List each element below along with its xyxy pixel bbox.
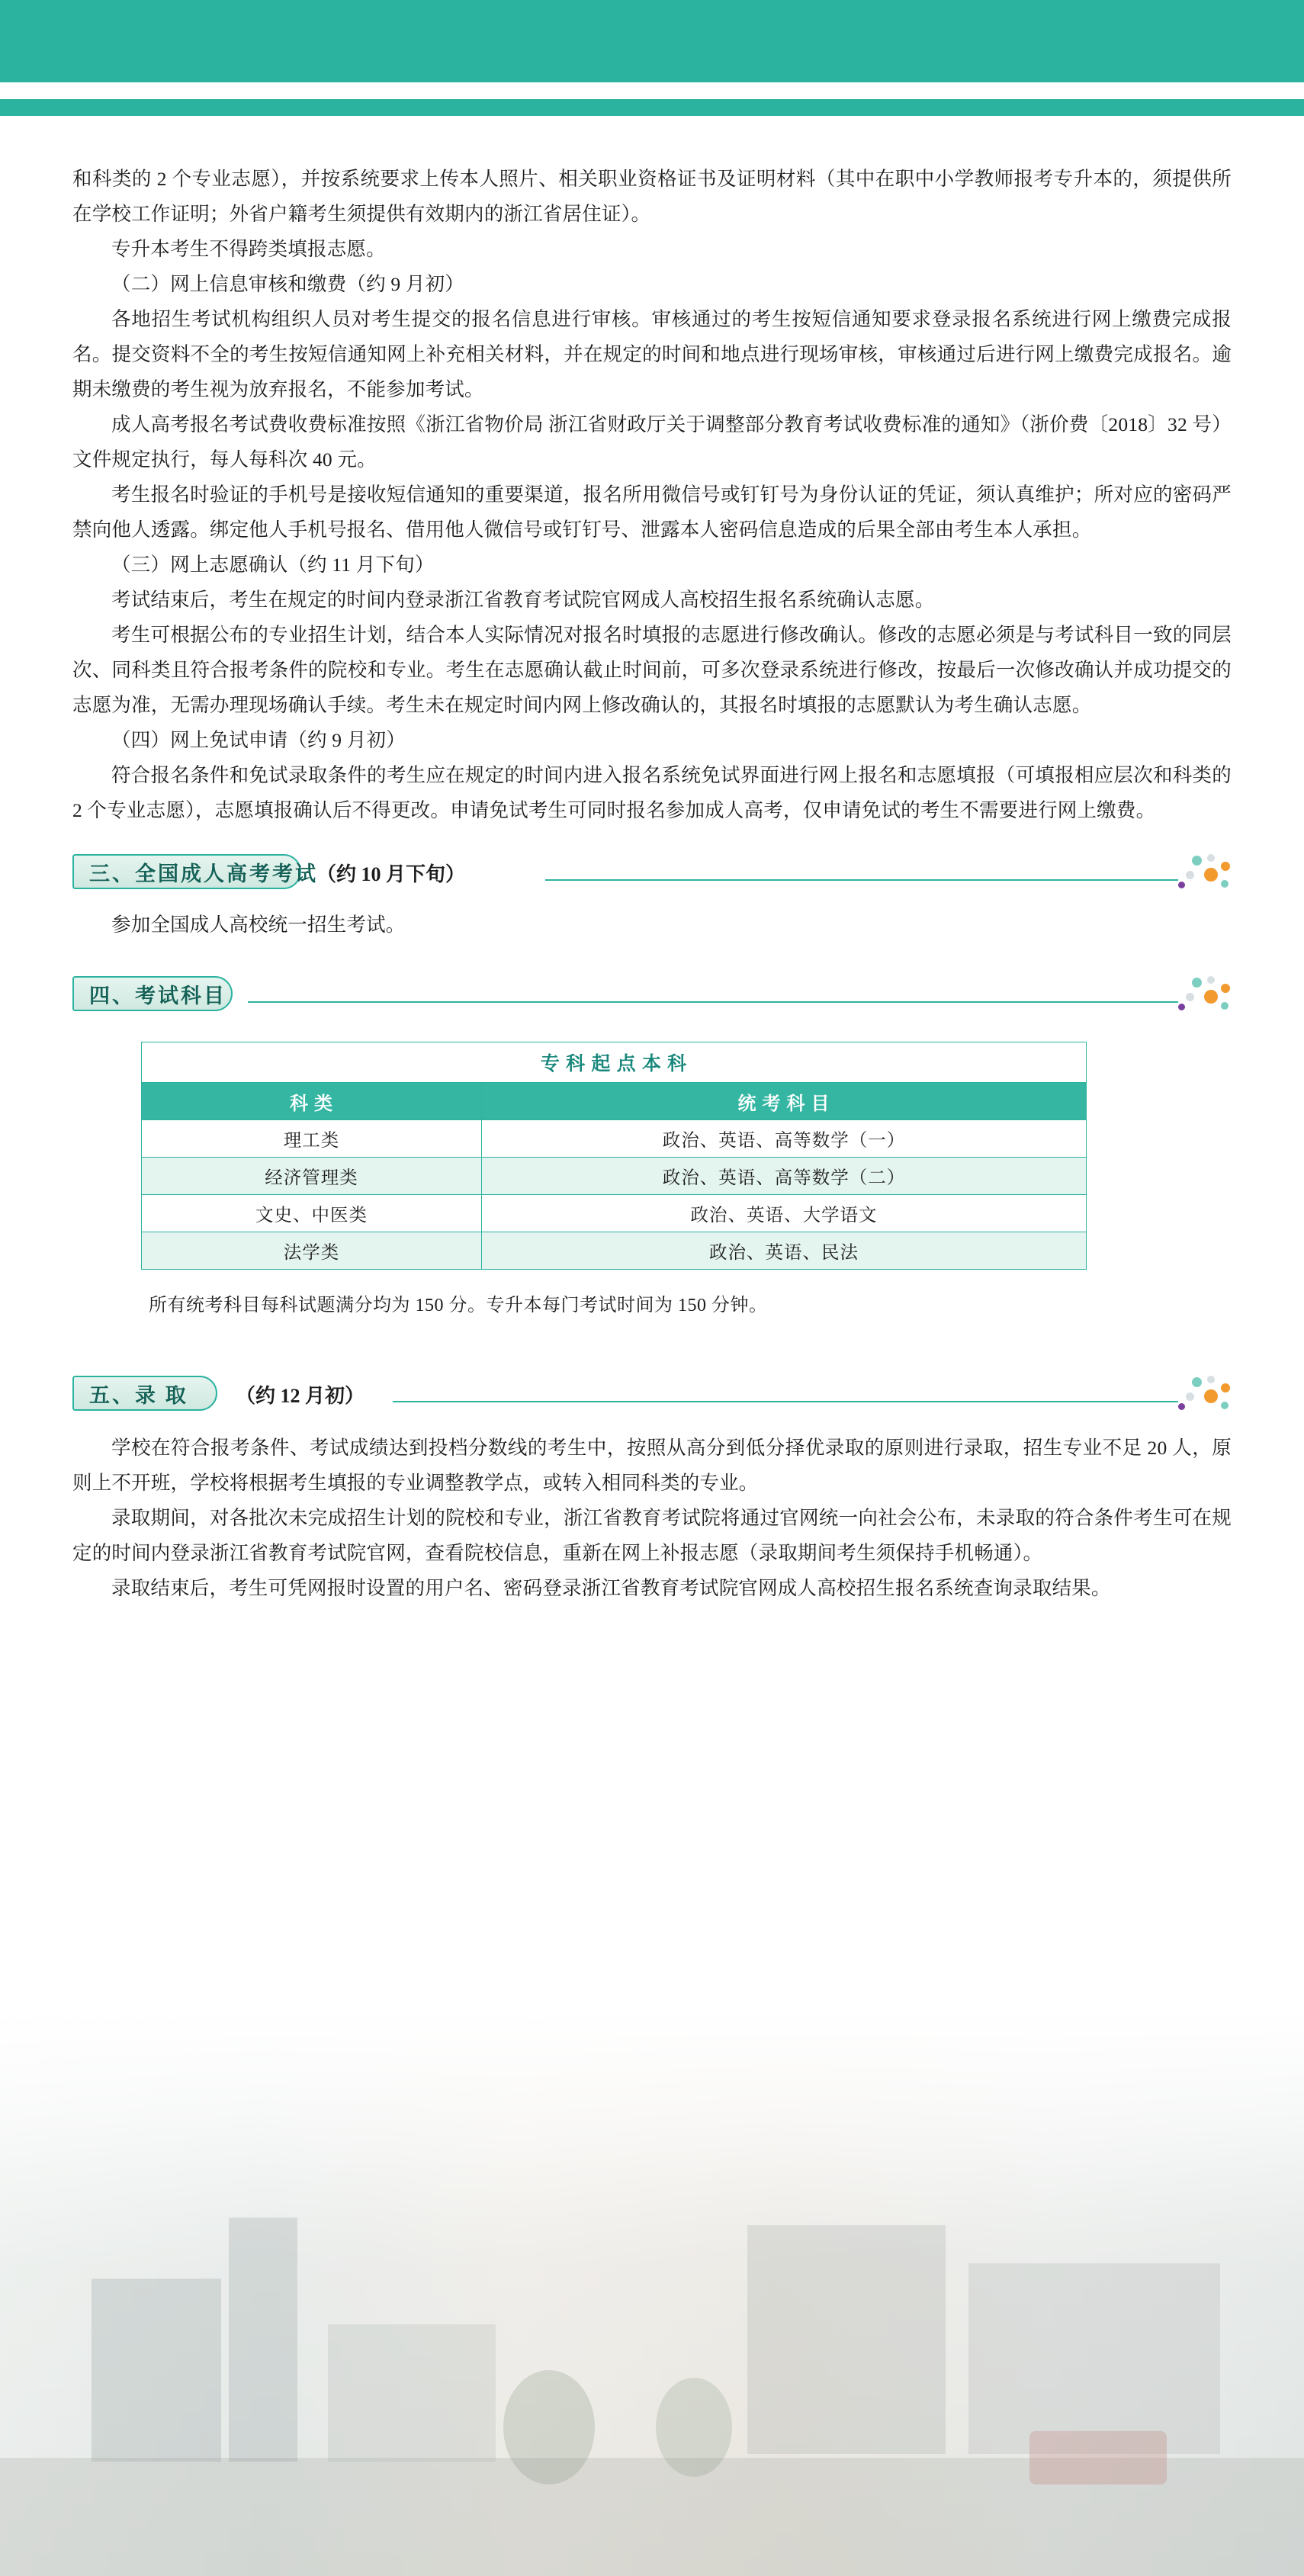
paragraph: 专升本考生不得跨类填报志愿。 [111,238,386,260]
dot-icon [1204,990,1218,1004]
document-content [72,162,1232,1606]
dot-icon [1186,1392,1194,1401]
section-title: 四、考试科目 [89,984,226,1007]
table-caption: 专 科 起 点 本 科 [142,1042,1087,1083]
document-page [0,116,1304,2576]
paragraph: 各地招生考试机构组织人员对考生提交的报名信息进行审核。审核通过的考生按短信通知要求登录报名系统进行网上缴费完成报名。提交资料不全的考生按短信通知网上补充相关材料，并在规定的时间和地点进行现场审核，审核通过后进行网上缴费完成报名。逾期未缴费的考生视为放弃报名，不能参加考试。 [72,308,1232,400]
subsection-heading: （二）网上信息审核和缴费（约 9 月初） [111,273,465,295]
table-row [142,1195,1087,1232]
dot-icon [1178,882,1185,888]
table-cell-category: 法学类 [142,1232,482,1270]
table-cell-subjects: 政治、英语、高等数学（二） [482,1158,1087,1195]
table-cell-category: 文史、中医类 [142,1195,482,1232]
photo-tree-1 [503,2370,595,2484]
dot-icon [1221,1383,1230,1392]
photo-building-4 [747,2225,946,2454]
dot-icon [1192,978,1202,988]
column-header: 统 考 科 目 [482,1083,1087,1120]
table-cell-category: 理工类 [142,1120,482,1158]
dot-icon [1178,1004,1185,1010]
dot-icon [1221,1002,1229,1010]
dot-icon [1204,1389,1218,1403]
table-note: 所有统考科目每科试题满分均为 150 分。专升本每门考试时间为 150 分钟。 [149,1296,768,1315]
campus-photo-backdrop [0,2012,1304,2576]
photo-building-5 [968,2263,1220,2454]
section-rule [545,879,1178,881]
section-title: 五、录 取 [89,1383,188,1407]
section-header-subjects [72,976,1232,1020]
band-gap [0,82,1304,99]
paragraph: 成人高考报名考试费收费标准按照《浙江省物价局 浙江省财政厅关于调整部分教育考试收费标准的通知》（浙价费〔2018〕32 号）文件规定执行，每人每科次 40 元。 [72,413,1232,471]
dot-icon [1186,871,1194,879]
photo-tree-2 [656,2378,732,2477]
section-title: 三、全国成人高考考试 [89,862,318,885]
subsection-heading: （三）网上志愿确认（约 11 月下旬） [111,554,435,576]
paragraph: 学校在符合报考条件、考试成绩达到投档分数线的考生中，按照从高分到低分择优录取的原则进行录取，招生专业不足 20 人，原则上不开班，学校将根据考生填报的专业调整教学点，或转入相同科类的专业。 [72,1437,1232,1494]
section-rule [248,1001,1178,1003]
top-decorative-stripe [0,99,1304,116]
dot-icon [1186,993,1194,1001]
subject-table [141,1042,1087,1270]
paragraph: 录取结束后，考生可凭网报时设置的用户名、密码登录浙江省教育考试院官网成人高校招生报名系统查询录取结果。 [111,1577,1111,1599]
dot-icon [1192,856,1202,866]
dot-icon [1221,1402,1229,1409]
decorative-dots [1184,854,1232,894]
paragraph: 符合报名条件和免试录取条件的考生应在规定的时间内进入报名系统免试界面进行网上报名和志愿填报（可填报相应层次和科类的 2 个专业志愿），志愿填报确认后不得更改。申请免试考生可同时报名参加成人高考，仅申请免试的考生不需要进行网上缴费。 [72,764,1232,821]
photo-building-1 [92,2279,221,2462]
paragraph: 和科类的 2 个专业志愿），并按系统要求上传本人照片、相关职业资格证书及证明材料（其中在职中小学教师报考专升本的，须提供所在学校工作证明；外省户籍考生须提供有效期内的浙江省居住证）。 [72,168,1232,225]
table-row [142,1232,1087,1270]
section-rule [393,1401,1178,1402]
section-header-exam [72,854,1232,898]
table-header-row [142,1083,1087,1120]
section-subtitle: （约 10 月下旬） [316,863,466,885]
subsection-heading: （四）网上免试申请（约 9 月初） [111,729,406,751]
decorative-dots [1184,1376,1232,1415]
dot-icon [1204,868,1218,882]
dot-icon [1192,1377,1202,1387]
table-row [142,1158,1087,1195]
paragraph: 考生可根据公布的专业招生计划，结合本人实际情况对报名时填报的志愿进行修改确认。修改的志愿必须是与考试科目一致的同层次、同科类且符合报考条件的院校和专业。考生在志愿确认截止时间前，可多次登录系统进行修改，按最后一次修改确认并成功提交的志愿为准，无需办理现场确认手续。考生未在规定时间内网上修改确认的，其报名时填报的志愿默认为考生确认志愿。 [72,624,1232,716]
dot-icon [1221,880,1229,888]
photo-tent [1029,2431,1167,2484]
section-banner [72,854,318,889]
dot-icon [1221,984,1230,993]
section-header-admission [72,1376,1232,1420]
section-subtitle: （约 12 月初） [236,1385,365,1407]
column-header: 科 类 [142,1083,482,1120]
table-cell-subjects: 政治、英语、高等数学（一） [482,1120,1087,1158]
table-cell-subjects: 政治、英语、大学语文 [482,1195,1087,1232]
table-row [142,1120,1087,1158]
paragraph: 参加全国成人高校统一招生考试。 [111,914,406,936]
dot-icon [1221,862,1230,871]
paragraph: 考试结束后，考生在规定的时间内登录浙江省教育考试院官网成人高校招生报名系统确认志愿。 [111,589,935,611]
section-banner [72,976,233,1011]
table-caption-row [142,1042,1087,1083]
decorative-dots [1184,976,1232,1016]
photo-building-2 [229,2218,297,2462]
dot-icon [1178,1403,1185,1410]
dot-icon [1207,854,1215,862]
paragraph: 考生报名时验证的手机号是接收短信通知的重要渠道，报名所用微信号或钉钉号为身份认证的凭证，须认真维护；所对应的密码严禁向他人透露。绑定他人手机号报名、借用他人微信号或钉钉号、泄露本人密码信息造成的后果全部由考生本人承担。 [72,483,1232,541]
top-decorative-band [0,0,1304,82]
photo-building-3 [328,2324,496,2462]
table-cell-subjects: 政治、英语、民法 [482,1232,1087,1270]
section-banner [72,1376,217,1411]
dot-icon [1207,1376,1215,1383]
paragraph: 录取期间，对各批次未完成招生计划的院校和专业，浙江省教育考试院将通过官网统一向社会公布，未录取的符合条件考生可在规定的时间内登录浙江省教育考试院官网，查看院校信息，重新在网上补报志愿（录取期间考生须保持手机畅通）。 [72,1507,1232,1564]
dot-icon [1207,976,1215,984]
table-cell-category: 经济管理类 [142,1158,482,1195]
subject-table-wrapper [141,1042,1087,1270]
